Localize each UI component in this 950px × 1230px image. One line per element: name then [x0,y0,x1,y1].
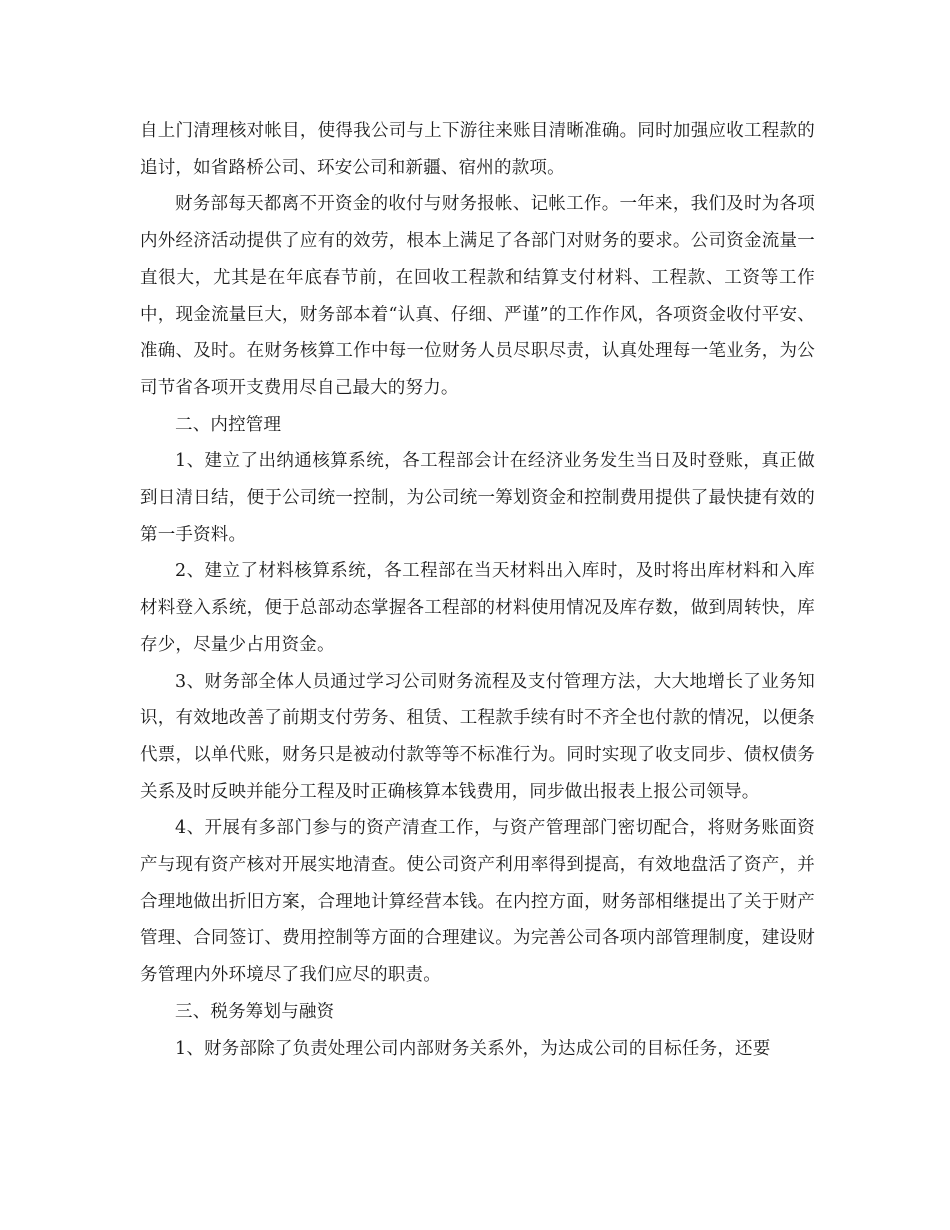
paragraph-daily-finance-work: 财务部每天都离不开资金的收付与财务报帐、记帐工作。一年来，我们及时为各项内外经济活动提供了应有的效劳，根本上满足了各部门对财务的要求。公司资金流量一直很大，尤其是在年底春节前，在回收工程款和结算支付材料、工程款、工资等工作中，现金流量巨大，财务部本着“认真、仔细、严谨”的工作作风，各项资金收付平安、准确、及时。在财务核算工作中每一位财务人员尽职尽责，认真处理每一笔业务，为公司节省各项开支费用尽自己最大的努力。 [140,194,815,398]
paragraph-item-2: 2、建立了材料核算系统，各工程部在当天材料出入库时，及时将出库材料和入库材料登入系统，便于总部动态掌握各工程部的材料使用情况及库存数，做到周转快，库存少，尽量少占用资金。 [140,561,815,655]
paragraph-item-1: 1、建立了出纳通核算系统，各工程部会计在经济业务发生当日及时登账，真正做到日清日结，便于公司统一控制，为公司统一筹划资金和控制费用提供了最快捷有效的第一手资料。 [140,451,815,545]
paragraph-tax-item-1: 1、财务部除了负责处理公司内部财务关系外，为达成公司的目标任务，还要 [175,1038,771,1059]
section-heading-internal-control: 二、内控管理 [175,414,282,435]
section-heading-tax-financing: 三、税务筹划与融资 [175,1001,335,1022]
paragraph-item-3: 3、财务部全体人员通过学习公司财务流程及支付管理方法，大大地增长了业务知识，有效地改善了前期支付劳务、租赁、工程款手续有时不齐全也付款的情况，以便条代票，以单代账，财务只是被动付款等等不标准行为。同时实现了收支同步、债权债务关系及时反映并能分工程及时正确核算本钱费用，同步做出报表上报公司领导。 [140,671,815,802]
paragraph-item-4: 4、开展有多部门参与的资产清查工作，与资产管理部门密切配合，将财务账面资产与现有资产核对开展实地清查。使公司资产利用率得到提高，有效地盘活了资产，并合理地做出折旧方案，合理地计算经营本钱。在内控方面，财务部相继提出了关于财产管理、合同签订、费用控制等方面的合理建议。为完善公司各项内部管理制度，建设财务管理内外环境尽了我们应尽的职责。 [140,818,815,986]
paragraph-continuation: 自上门清理核对帐目，使得我公司与上下游往来账目清晰准确。同时加强应收工程款的追讨，如省路桥公司、环安公司和新疆、宿州的款项。 [140,121,815,178]
document-body [140,113,815,1067]
